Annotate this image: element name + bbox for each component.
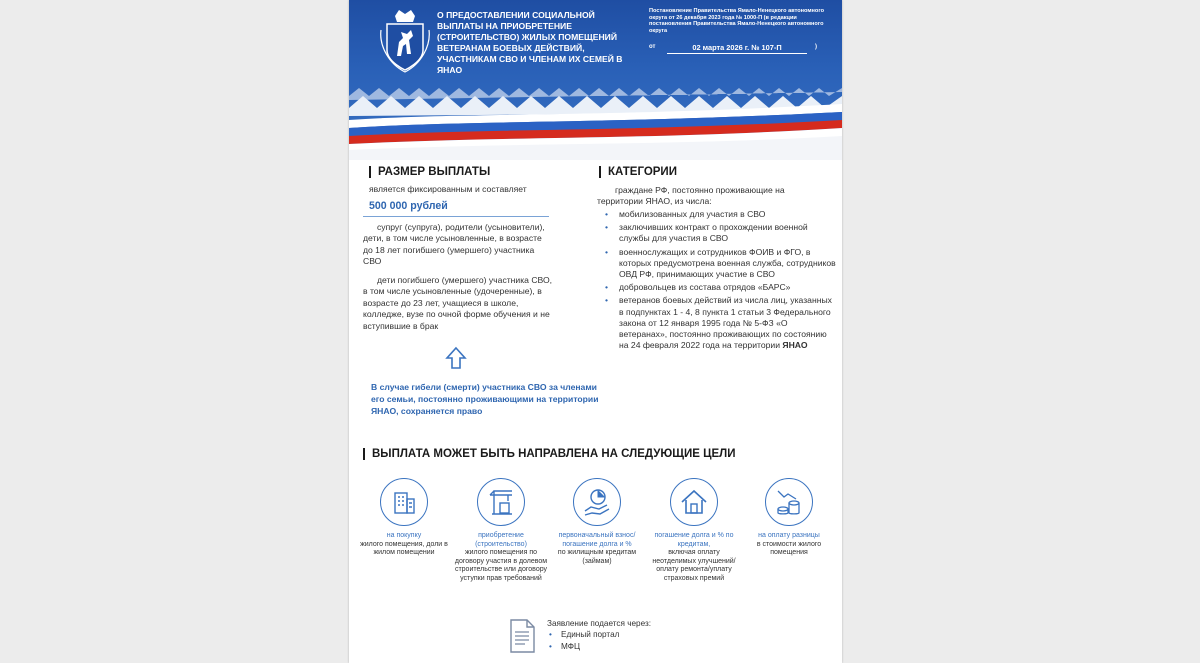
category-item: • мобилизованных для участия в СВО	[605, 209, 766, 219]
goal-icon-circle	[670, 478, 718, 526]
house-icon	[679, 487, 709, 517]
crane-icon	[486, 487, 516, 517]
header-banner	[349, 0, 842, 160]
document-page	[349, 0, 842, 663]
payment-intro: является фиксированным и составляет	[369, 184, 527, 194]
category-item: • добровольцев из состава отрядов «БАРС»	[605, 282, 791, 293]
bullet-icon: •	[605, 295, 609, 306]
apply-channels-list	[547, 629, 619, 652]
recipients-spouse-parents-children: супруг (супруга), родители (усыновители), дети, в том числе усыновленные, в возрасте до 18 лет погибшего (умершего) участника СВО	[363, 222, 545, 267]
apply-channel-item: • Единый портал	[549, 630, 620, 639]
categories-intro: граждане РФ, постоянно проживающие на территории ЯНАО, из числа:	[597, 185, 785, 207]
goal-purchase: на покупку жилого помещения, доли в жилом помещении	[356, 478, 452, 558]
bullet-icon: •	[605, 209, 609, 219]
arrow-up-icon	[445, 346, 467, 370]
goal-price-difference: на оплату разницы в стоимости жилого помещения	[741, 478, 837, 558]
goals-section-title: ВЫПЛАТА МОЖЕТ БЫТЬ НАПРАВЛЕНА НА СЛЕДУЮЩИЕ ЦЕЛИ	[363, 448, 736, 460]
decree-from-label: от	[649, 44, 656, 50]
category-item: • заключивших контракт о прохождении военной службы для участия в СВО	[605, 222, 808, 244]
goal-construction: приобретение (строительство) жилого помещения по договору участия в долевом строительстве или договору уступки прав требований	[453, 478, 549, 584]
category-item: • ветеранов боевых действий из числа лиц, указанных в подпунктах 1 - 4, 8 пункта 1 статьи 3 Федерального закона от 12 января 1995 года № 5-ФЗ «О ветеранах», постоянно проживающих по состоянию на 24 февраля 2022 года на территории ЯНАО	[605, 295, 832, 351]
decree-close-paren: )	[815, 44, 817, 50]
bullet-icon: •	[605, 246, 609, 257]
bullet-icon: •	[549, 630, 552, 639]
categories-section-title: КАТЕГОРИИ	[599, 166, 677, 178]
family-rights-note: В случае гибели (смерти) участника СВО за членами его семьи, постоянно проживающими на территории ЯНАО, сохраняется право	[371, 382, 599, 416]
goal-icon-circle	[380, 478, 428, 526]
goal-icon-circle	[765, 478, 813, 526]
recipients-students: дети погибшего (умершего) участника СВО, в том числе усыновленные (удочеренные), в возрасте до 23 лет, учащиеся в школе, колледже, вузе по очной форме обучения и не вступившие в брак	[363, 275, 553, 331]
document-title: О ПРЕДОСТАВЛЕНИИ СОЦИАЛЬНОЙ ВЫПЛАТЫ НА ПРИОБРЕТЕНИЕ (СТРОИТЕЛЬСТВО) ЖИЛЫХ ПОМЕЩЕНИЙ ВЕТЕРАНАМ БОЕВЫХ ДЕЙСТВИЙ, УЧАСТНИКАМ СВО И ЧЛЕНАМ ИХ СЕМЕЙ В ЯНАО	[437, 10, 623, 75]
amount-divider	[363, 216, 549, 217]
document-icon	[507, 618, 537, 654]
goal-icon-circle	[573, 478, 621, 526]
categories-list	[597, 209, 837, 353]
region-bold-label: ЯНАО	[782, 340, 808, 351]
apply-title: Заявление подается через:	[547, 619, 652, 628]
goal-icon-circle	[477, 478, 525, 526]
category-item: • военнослужащих и сотрудников ФОИВ и ФГО, в которых предусмотрена военная служба, сотрудников ОВД РФ, принимающих участие в СВО	[605, 246, 836, 280]
bullet-icon: •	[549, 641, 552, 651]
payment-section-title: РАЗМЕР ВЫПЛАТЫ	[369, 166, 490, 178]
bullet-icon: •	[605, 222, 609, 233]
coins-icon	[774, 487, 804, 517]
bullet-icon: •	[605, 282, 609, 293]
payment-amount: 500 000 рублей	[369, 200, 448, 212]
decree-date: 02 марта 2026 г. № 107-П	[667, 42, 807, 54]
goal-down-payment: первоначальный взнос/погашение долга и % по жилищным кредитам (займам)	[549, 478, 645, 566]
decree-reference: Постановление Правительства Ямало-Ненецкого автономного округа от 26 декабря 2023 года № 1000-П (в редакции постановления Правительства Ямало-Ненецкого автономного округа	[649, 8, 824, 34]
goal-loan-repayment: погашение долга и % по кредитам, включая оплату неотделимых улучшений/оплату ремонта/уплату страховых премий	[646, 478, 742, 584]
apply-channel-item: • МФЦ	[549, 641, 581, 651]
hand-chart-icon	[582, 487, 612, 517]
building-icon	[389, 487, 419, 517]
yamal-emblem-icon	[377, 6, 433, 74]
